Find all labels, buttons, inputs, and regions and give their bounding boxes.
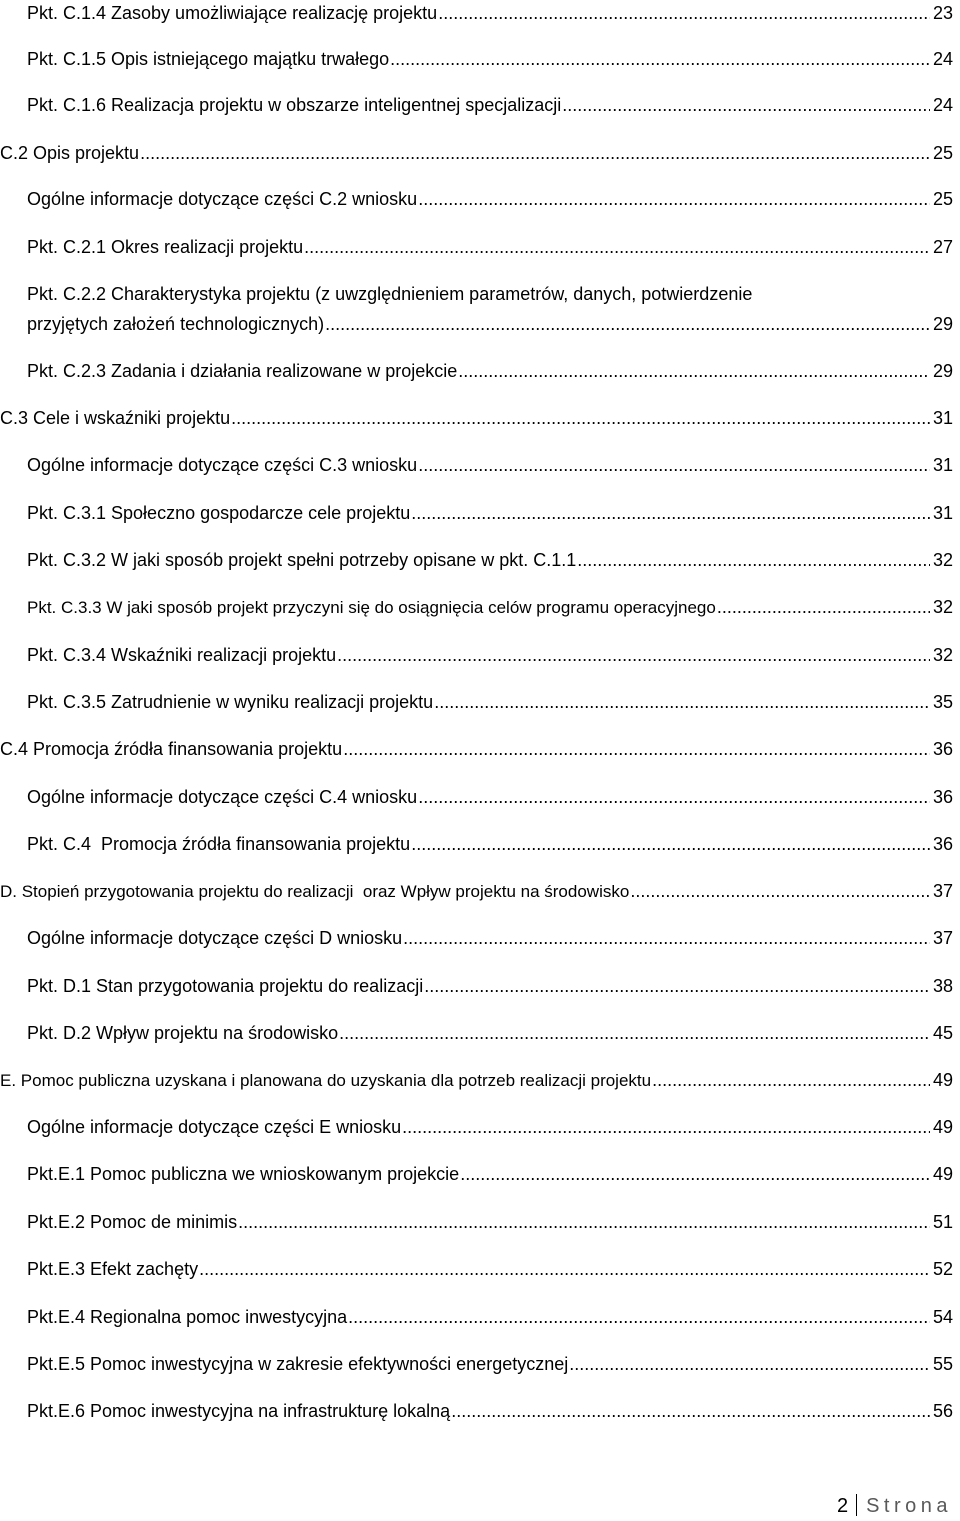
toc-entry[interactable] (0, 1068, 953, 1093)
toc-entry-label: Pkt. C.3.5 Zatrudnienie w wyniku realizacji projektu (27, 692, 434, 712)
toc-entry[interactable] (27, 47, 953, 71)
toc-entry-page: 36 (932, 834, 953, 854)
toc-entry[interactable] (27, 926, 953, 950)
toc-entry-page: 45 (932, 1023, 953, 1043)
toc-entry[interactable] (27, 974, 953, 998)
toc-entry-label: Pkt.E.3 Efekt zachęty (27, 1259, 199, 1279)
toc-entry-label: Pkt. C.1.4 Zasoby umożliwiające realizację projektu (27, 3, 438, 23)
toc-entry[interactable] (27, 1021, 953, 1045)
toc-leader-dots (630, 879, 930, 903)
toc-entry-page: 32 (932, 645, 953, 665)
toc-entry-label: C.2 Opis projektu (0, 143, 140, 163)
toc-entry-page: 23 (932, 3, 953, 23)
toc-entry-page: 49 (932, 1164, 953, 1184)
toc-entry[interactable] (27, 690, 953, 714)
toc-leader-dots (424, 974, 930, 998)
toc-leader-dots (402, 1115, 930, 1139)
toc-entry-label: Pkt. C.1.5 Opis istniejącego majątku trwałego (27, 49, 390, 69)
toc-leader-dots (231, 406, 930, 430)
toc-entry[interactable] (27, 785, 953, 809)
toc-entry[interactable] (27, 1399, 953, 1423)
toc-leader-dots (451, 1399, 930, 1423)
toc-leader-dots (569, 1352, 930, 1376)
toc-leader-dots (199, 1257, 930, 1281)
toc-leader-dots (717, 595, 930, 619)
toc-entry-label: Pkt. C.1.6 Realizacja projektu w obszarze inteligentnej specjalizacji (27, 95, 562, 115)
toc-leader-dots (577, 548, 930, 572)
toc-leader-dots (418, 453, 930, 477)
toc-entry-page: 52 (932, 1259, 953, 1279)
footer-divider (856, 1494, 857, 1516)
toc-entry-label: Pkt.E.6 Pomoc inwestycyjna na infrastrukturę lokalną (27, 1401, 451, 1421)
toc-entry-page: 25 (932, 143, 953, 163)
toc-entry-label: Pkt. C.3.2 W jaki sposób projekt spełni potrzeby opisane w pkt. C.1.1 (27, 550, 577, 570)
toc-entry[interactable] (0, 879, 953, 904)
toc-entry-label: Pkt. C.3.1 Społeczno gospodarcze cele projektu (27, 503, 411, 523)
toc-leader-dots (562, 93, 930, 117)
toc-leader-dots (348, 1305, 930, 1329)
toc-entry-page: 38 (932, 976, 953, 996)
toc-leader-dots (652, 1068, 930, 1092)
page-footer (837, 1494, 952, 1518)
toc-entry-page: 24 (932, 49, 953, 69)
toc-entry[interactable] (27, 1162, 953, 1186)
toc-entry[interactable] (27, 1352, 953, 1376)
toc-entry-page: 24 (932, 95, 953, 115)
toc-entry-label: Pkt.E.2 Pomoc de minimis (27, 1212, 238, 1232)
toc-entry-page: 49 (932, 1117, 953, 1137)
toc-entry-label: Pkt. C.4 Promocja źródła finansowania projektu (27, 834, 411, 854)
toc-entry[interactable] (0, 737, 953, 761)
toc-entry-label: Pkt. C.2.1 Okres realizacji projektu (27, 237, 304, 257)
toc-entry[interactable] (27, 1, 953, 25)
page-word: Strona (866, 1495, 952, 1517)
toc-leader-dots (337, 643, 930, 667)
toc-leader-dots (411, 501, 930, 525)
toc-entry-page: 36 (932, 739, 953, 759)
toc-entry-label: Pkt.E.1 Pomoc publiczna we wnioskowanym projekcie (27, 1164, 460, 1184)
toc-entry[interactable] (27, 453, 953, 477)
toc-entry[interactable] (27, 359, 953, 383)
toc-entry-label-first-line: Pkt. C.2.2 Charakterystyka projektu (z uwzględnieniem parametrów, danych, potwierdzenie (27, 284, 753, 304)
toc-leader-dots (238, 1210, 930, 1234)
toc-leader-dots (325, 312, 930, 336)
page-number: 2 (836, 1495, 849, 1517)
toc-entry-page: 49 (932, 1070, 953, 1090)
toc-entry-label: Pkt.E.4 Regionalna pomoc inwestycyjna (27, 1307, 348, 1327)
toc-entry-label: C.3 Cele i wskaźniki projektu (0, 408, 231, 428)
toc-entry-label: C.4 Promocja źródła finansowania projektu (0, 739, 343, 759)
toc-entry-label: D. Stopień przygotowania projektu do realizacji oraz Wpływ projektu na środowisko (0, 882, 630, 901)
toc-entry-label: Ogólne informacje dotyczące części D wniosku (27, 928, 403, 948)
toc-entry[interactable] (27, 1115, 953, 1139)
toc-entry-label: E. Pomoc publiczna uzyskana i planowana do uzyskania dla potrzeb realizacji projektu (0, 1071, 652, 1090)
toc-entry-page: 36 (932, 787, 953, 807)
toc-entry[interactable] (27, 187, 953, 211)
toc-entry[interactable] (27, 1210, 953, 1234)
toc-entry-label: Pkt. D.1 Stan przygotowania projektu do realizacji (27, 976, 424, 996)
toc-entry[interactable] (27, 282, 953, 336)
toc-entry[interactable] (27, 1305, 953, 1329)
toc-leader-dots (140, 141, 930, 165)
toc-entry[interactable] (27, 93, 953, 117)
toc-entry-page: 32 (932, 550, 953, 570)
toc-entry-label: przyjętych założeń technologicznych) (27, 314, 325, 334)
toc-leader-dots (390, 47, 930, 71)
toc-entry-page: 55 (932, 1354, 953, 1374)
toc-entry[interactable] (27, 1257, 953, 1281)
toc-leader-dots (304, 235, 930, 259)
toc-leader-dots (343, 737, 930, 761)
toc-leader-dots (418, 187, 930, 211)
toc-leader-dots (438, 1, 930, 25)
toc-leader-dots (434, 690, 930, 714)
toc-entry-page: 25 (932, 189, 953, 209)
toc-entry[interactable] (27, 235, 953, 259)
toc-entry-page: 31 (932, 503, 953, 523)
toc-entry[interactable] (27, 595, 953, 620)
toc-leader-dots (460, 1162, 930, 1186)
toc-entry-label: Pkt.E.5 Pomoc inwestycyjna w zakresie efektywności energetycznej (27, 1354, 569, 1374)
toc-entry-label: Pkt. C.3.3 W jaki sposób projekt przyczyni się do osiągnięcia celów programu operacyjnego (27, 598, 716, 617)
toc-entry[interactable] (27, 643, 953, 667)
toc-entry-page: 54 (932, 1307, 953, 1327)
toc-entry[interactable] (27, 832, 953, 856)
toc-entry-page: 27 (932, 237, 953, 257)
toc-entry-page: 29 (932, 361, 953, 381)
toc-leader-dots (339, 1021, 930, 1045)
toc-leader-dots (411, 832, 930, 856)
toc-leader-dots (458, 359, 930, 383)
toc-entry-page: 35 (932, 692, 953, 712)
toc-entry-page: 31 (932, 455, 953, 475)
toc-entry-label: Ogólne informacje dotyczące części C.4 wniosku (27, 787, 418, 807)
toc-entry[interactable] (27, 501, 953, 525)
toc-entry-label: Pkt. C.2.3 Zadania i działania realizowane w projekcie (27, 361, 458, 381)
toc-entry-label: Ogólne informacje dotyczące części C.3 wniosku (27, 455, 418, 475)
toc-entry-page: 32 (932, 597, 953, 617)
toc-entry-page: 31 (932, 408, 953, 428)
toc-entry-page: 29 (932, 314, 953, 334)
toc-entry-label: Pkt. C.3.4 Wskaźniki realizacji projektu (27, 645, 337, 665)
toc-entry[interactable] (0, 141, 953, 165)
toc-entry[interactable] (27, 548, 953, 572)
toc-entry-page: 56 (932, 1401, 953, 1421)
toc-leader-dots (418, 785, 930, 809)
toc-entry-page: 37 (932, 881, 953, 901)
toc-entry[interactable] (0, 406, 953, 430)
toc-entry-label: Pkt. D.2 Wpływ projektu na środowisko (27, 1023, 339, 1043)
toc-entry-label: Ogólne informacje dotyczące części E wniosku (27, 1117, 402, 1137)
toc-entry-page: 51 (932, 1212, 953, 1232)
toc-leader-dots (403, 926, 930, 950)
toc-entry-label: Ogólne informacje dotyczące części C.2 wniosku (27, 189, 418, 209)
toc-entry-page: 37 (932, 928, 953, 948)
